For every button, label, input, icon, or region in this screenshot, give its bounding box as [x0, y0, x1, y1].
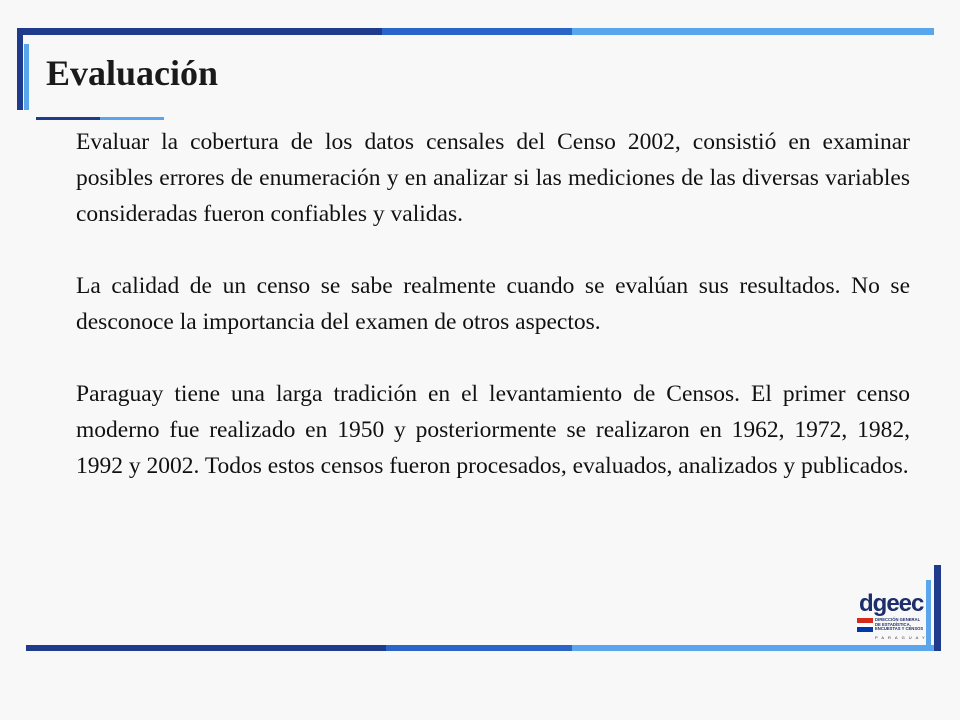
- left-frame-bar-dark: [17, 28, 23, 110]
- logo-country: PARAGUAY: [875, 635, 929, 640]
- bottom-frame-bar-light: [572, 645, 940, 651]
- paraguay-flag-icon: [857, 618, 873, 632]
- paragraph-quality: La calidad de un censo se sabe realmente cuando se evalúan sus resultados. No se desconoce la importancia del examen de otros aspectos.: [76, 273, 910, 335]
- logo-wordmark: dgeec: [859, 590, 924, 617]
- top-frame-bar-light: [572, 28, 934, 35]
- bottom-frame-bar-mid: [386, 645, 572, 651]
- logo-subtitle: DIRECCIÓN GENERAL DE ESTADÍSTICA, ENCUESTAS Y CENSOS: [875, 617, 924, 632]
- right-frame-bar-dark: [934, 565, 941, 651]
- top-frame-bar-mid: [382, 28, 572, 35]
- slide-body: [76, 124, 910, 484]
- title-separator-dark: [36, 117, 100, 120]
- paragraph-coverage: Evaluar la cobertura de los datos censales del Censo 2002, consistió en examinar posibles errores de enumeración y en analizar si las mediciones de las diversas variables consideradas fueron confiables y validas.: [76, 129, 910, 227]
- paragraph-history: Paraguay tiene una larga tradición en el levantamiento de Censos. El primer censo moderno fue realizado en 1950 y posteriormente se realizaron en 1962, 1972, 1982, 1992 y 2002. Todos estos censos fueron procesados, evaluados, analizados y publicados.: [76, 381, 910, 479]
- left-frame-bar-light: [24, 44, 29, 110]
- dgeec-logo: [857, 590, 931, 642]
- top-frame-bar-dark: [20, 28, 382, 35]
- slide-title: Evaluación: [46, 53, 219, 93]
- bottom-frame-bar-dark: [26, 645, 386, 651]
- title-separator-light: [100, 117, 164, 120]
